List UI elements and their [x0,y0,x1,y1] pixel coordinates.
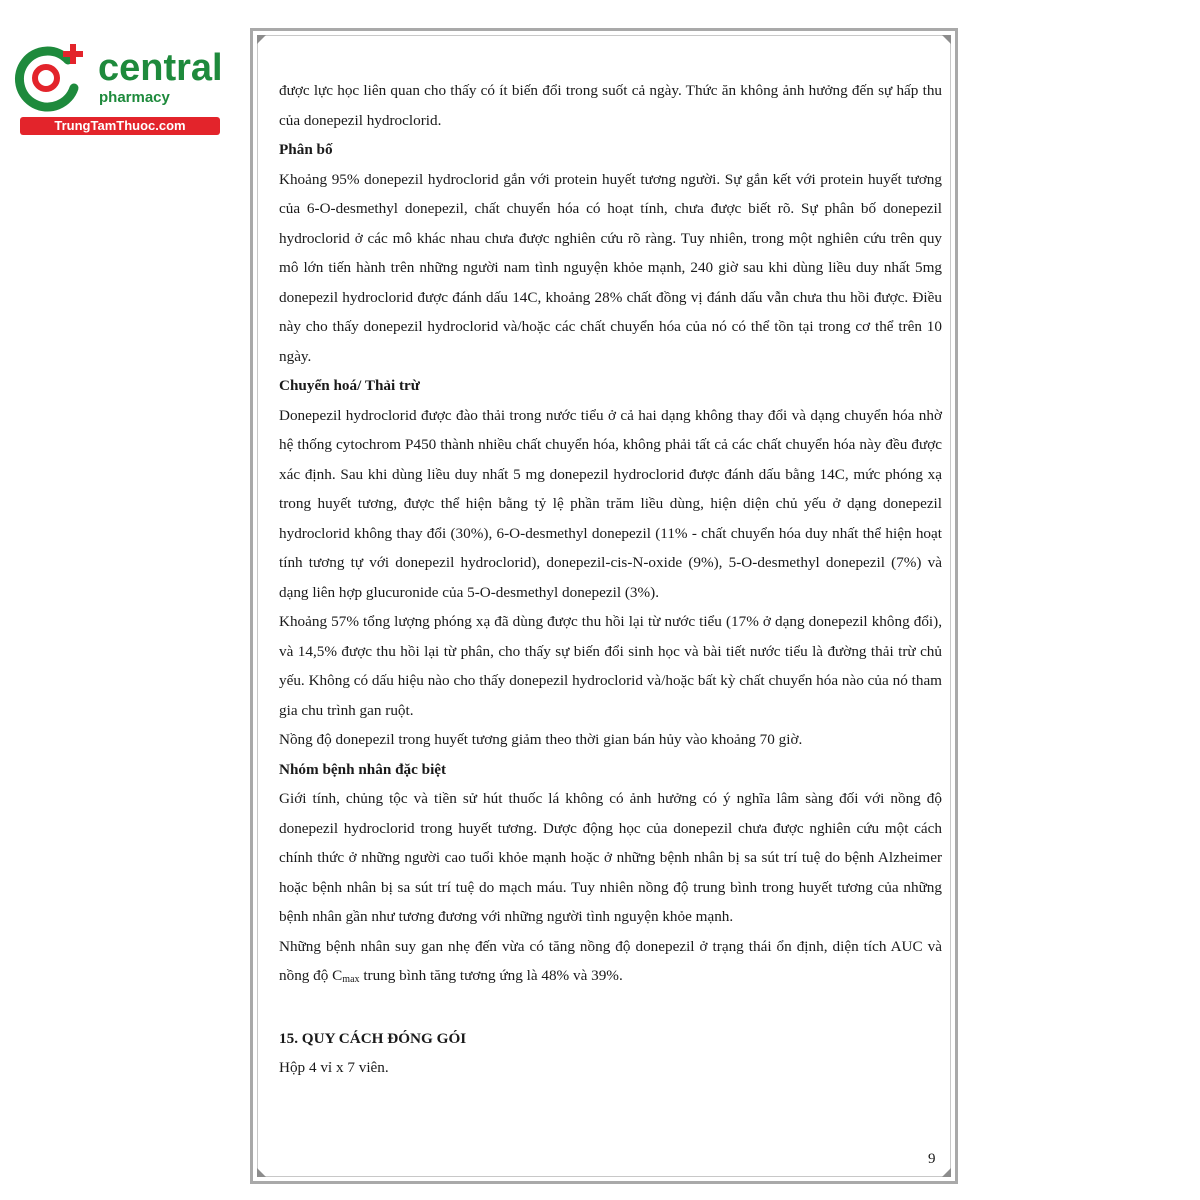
document-body [279,76,942,1083]
paragraph-chuyen-hoa-1: Donepezil hydroclorid được đào thải trong nước tiểu ở cả hai dạng không thay đổi và dạng chuyển hóa nhờ hệ thống cytochrom P450 thành nhiều chất chuyển hóa, không phải tất cả các chất chuyển hóa này đều được xác định. Sau khi dùng liều duy nhất 5 mg donepezil hydroclorid được đánh dấu bằng 14C, mức phóng xạ trong huyết tương, được thể hiện bằng tỷ lệ phần trăm liều dùng, hiện diện chủ yếu ở dạng donepezil hydroclorid không thay đổi (30%), 6-O-desmethyl donepezil (11% - chất chuyển hóa duy nhất thể hiện hoạt tính tương tự với donepezil hydroclorid), donepezil-cis-N-oxide (9%), 5-O-desmethyl donepezil (7%) và dạng liên hợp glucuronide của 5-O-desmethyl donepezil (3%). [279,406,942,601]
paragraph-phan-bo: Khoảng 95% donepezil hydroclorid gắn với protein huyết tương người. Sự gắn kết với protein huyết tương của 6-O-desmethyl donepezil, chất chuyển hóa có hoạt tính, chưa được biết rõ. Sự phân bố donepezil hydroclorid ở các mô khác nhau chưa được nghiên cứu rõ ràng. Tuy nhiên, trong một nghiên cứu trên quy mô lớn tiến hành trên những người nam tình nguyện khỏe mạnh, 240 giờ sau khi dùng liều duy nhất 5mg donepezil hydroclorid được đánh dấu 14C, khoảng 28% chất đồng vị đánh dấu vẫn chưa thu hồi được. Điều này cho thấy donepezil hydroclorid và/hoặc các chất chuyển hóa của nó có thể tồn tại trong cơ thể trên 10 ngày. [279,170,942,365]
paragraph-special-groups: Giới tính, chủng tộc và tiền sử hút thuốc lá không có ảnh hưởng có ý nghĩa lâm sàng đối với nồng độ donepezil hydroclorid trong huyết tương. Dược động học của donepezil chưa được nghiên cứu một cách chính thức ở những người cao tuổi khỏe mạnh hoặc ở những bệnh nhân bị sa sút trí tuệ do bệnh Alzheimer hoặc bệnh nhân bị sa sút trí tuệ do mạch máu. Tuy nhiên nồng độ trung bình trong huyết tương của những bệnh nhân gần như tương đương với những người tình nguyện khỏe mạnh. [279,790,942,925]
paragraph-chuyen-hoa-2: Khoảng 57% tổng lượng phóng xạ đã dùng được thu hồi lại từ nước tiểu (17% ở dạng donepezil không đổi), và 14,5% được thu hồi lại từ phân, cho thấy sự biến đổi sinh học và bài tiết nước tiểu là đường thải trừ chủ yếu. Không có dấu hiệu nào cho thấy donepezil hydroclorid và/hoặc bất kỳ chất chuyển hóa nào của nó tham gia chu trình gan ruột. [279,613,942,719]
logo-sub-text: pharmacy [99,89,170,106]
logo-url-badge: TrungTamThuoc.com [20,117,220,135]
heading-chuyen-hoa: Chuyển hoá/ Thải trừ [279,377,420,394]
section-15-heading: 15. QUY CÁCH ĐÓNG GÓI [279,1029,467,1047]
paragraph-hepatic [279,932,942,991]
frame-corner-top-right [942,35,951,44]
frame-corner-bottom-left [257,1168,266,1177]
paragraph-half-life: Nồng độ donepezil trong huyết tương giảm theo thời gian bán hủy vào khoảng 70 giờ. [279,731,803,748]
heading-phan-bo: Phân bố [279,141,333,158]
page-number: 9 [928,1151,936,1167]
hepatic-text-b: trung bình tăng tương ứng là 48% và 39%. [359,967,623,984]
frame-corner-bottom-right [942,1168,951,1177]
paragraph-intro: được lực học liên quan cho thấy có ít biến đổi trong suốt cả ngày. Thức ăn không ảnh hưởng đến sự hấp thu của donepezil hydroclorid. [279,82,942,129]
brand-logo [10,38,223,138]
logo-brand-text: central [98,47,223,89]
heading-special-groups: Nhóm bệnh nhân đặc biệt [279,760,447,778]
cmax-subscript: max [342,974,360,985]
packing-text: Hộp 4 vỉ x 7 viên. [279,1059,389,1076]
frame-corner-top-left [257,35,266,44]
hepatic-text-a: Những bệnh nhân suy gan nhẹ đến vừa có tăng nồng độ donepezil ở trạng thái ổn định, diện tích AUC và nồng độ C [279,937,942,984]
pharmacy-logo-icon [10,38,90,118]
